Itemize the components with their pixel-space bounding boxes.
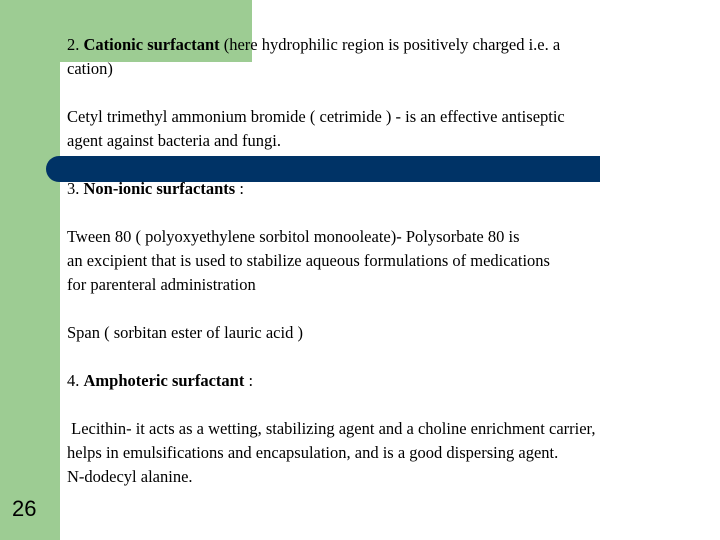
lecithin-line-2: helps in emulsifications and encapsulation, and is a good dispersing agent.	[67, 443, 559, 462]
cationic-title: Cationic surfactant	[83, 35, 220, 54]
slide-number: 26	[12, 496, 37, 521]
lecithin-line-1: Lecithin- it acts as a wetting, stabilizing agent and a choline enrichment carrier,	[67, 419, 596, 438]
span-line: Span ( sorbitan ester of lauric acid )	[67, 323, 303, 342]
cationic-desc-cont: cation)	[67, 59, 113, 78]
tween-line-1: Tween 80 ( polyoxyethylene sorbitol monooleate)- Polysorbate 80 is	[67, 227, 520, 246]
cetyl-line-1: Cetyl trimethyl ammonium bromide ( cetrimide ) - is an effective antiseptic	[67, 107, 565, 126]
nonionic-heading	[67, 177, 244, 201]
cetyl-line-2: agent against bacteria and fungi.	[67, 131, 281, 150]
amphoteric-title: Amphoteric surfactant	[83, 371, 245, 390]
left-accent-bar	[0, 0, 60, 540]
nonionic-colon: :	[239, 179, 244, 198]
nonionic-title: Non-ionic surfactants	[83, 179, 236, 198]
lecithin-line-3: N-dodecyl alanine.	[67, 467, 193, 486]
cationic-desc: (here hydrophilic region is positively charged i.e. a	[223, 35, 561, 54]
amphoteric-colon: :	[248, 371, 254, 390]
amphoteric-number: 4.	[67, 371, 80, 390]
tween-line-3: for parenteral administration	[67, 275, 256, 294]
nonionic-number: 3.	[67, 179, 80, 198]
tween-line-2: an excipient that is used to stabilize aqueous formulations of medications	[67, 251, 550, 270]
cationic-number: 2.	[67, 35, 80, 54]
amphoteric-heading	[67, 369, 253, 393]
cationic-heading	[67, 33, 560, 57]
